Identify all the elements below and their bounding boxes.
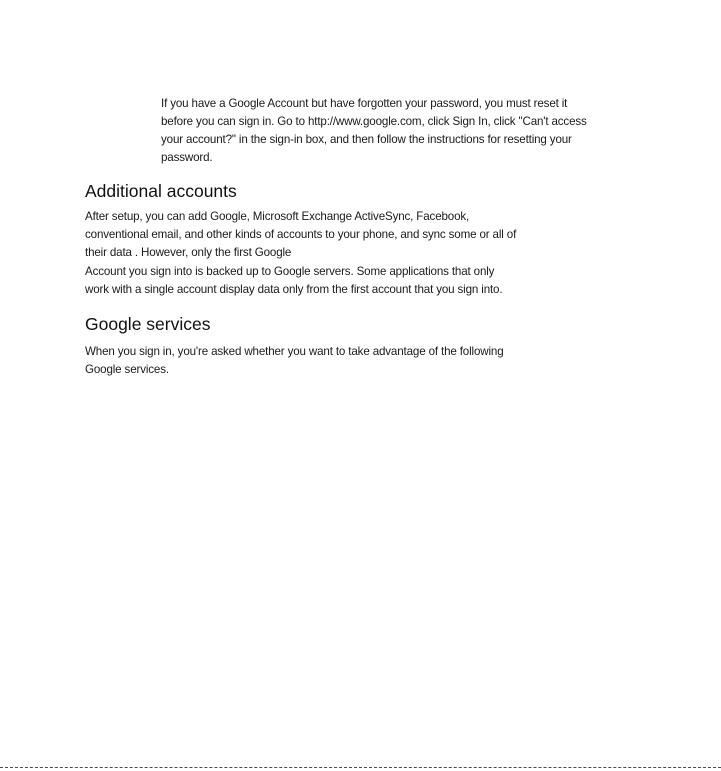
- paragraph-line: conventional email, and other kinds of accounts to your phone, and sync some or all of: [85, 228, 517, 241]
- note-line-4: password.: [161, 151, 213, 164]
- page-bottom-divider: [0, 767, 721, 768]
- paragraph-line: their data . However, only the first Google: [85, 246, 292, 259]
- note-line-2: before you can sign in. Go to http://www.google.com, click Sign In, click "Can't access: [161, 115, 587, 128]
- paragraph-line: When you sign in, you're asked whether you want to take advantage of the following: [85, 345, 504, 358]
- section-heading-additional-accounts: Additional accounts: [85, 181, 237, 201]
- note-line-1: If you have a Google Account but have forgotten your password, you must reset it: [161, 97, 568, 110]
- paragraph-line: After setup, you can add Google, Microsoft Exchange ActiveSync, Facebook,: [85, 210, 470, 223]
- note-line-3: your account?" in the sign-in box, and then follow the instructions for resetting your: [161, 133, 572, 146]
- paragraph-line: Google services.: [85, 363, 169, 376]
- paragraph-line: work with a single account display data only from the first account that you sign into.: [85, 283, 503, 296]
- paragraph-line: Account you sign into is backed up to Google servers. Some applications that only: [85, 265, 495, 278]
- section-heading-google-services: Google services: [85, 314, 211, 334]
